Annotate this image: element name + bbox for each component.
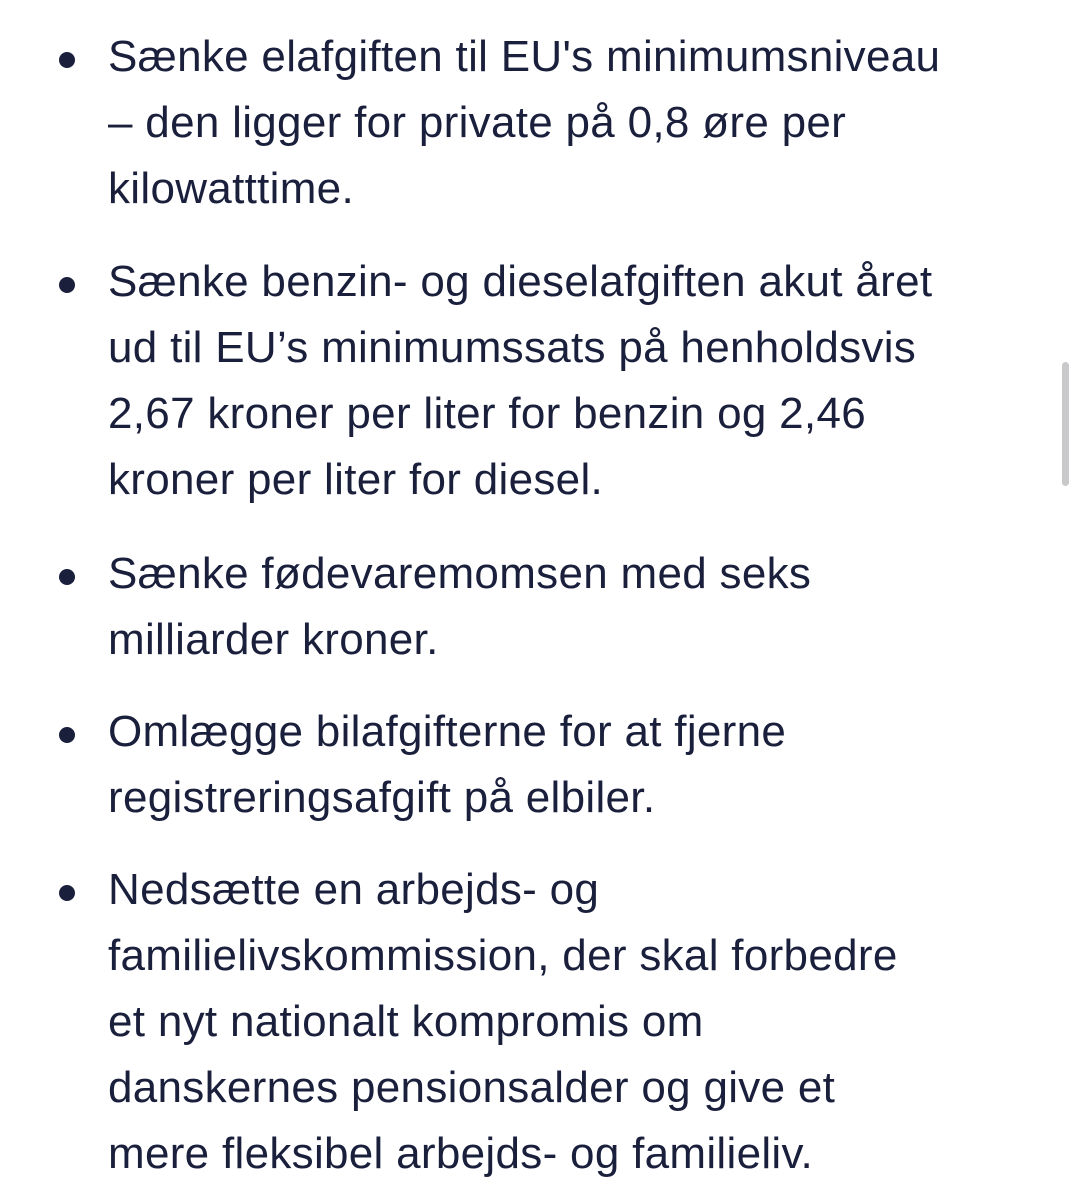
bullet-dot-icon	[59, 885, 75, 901]
bullet-dot-icon	[59, 52, 75, 68]
list-item-text: Sænke fødevaremomsen med seks milliarder kroner.	[108, 549, 812, 664]
vertical-scrollbar[interactable]	[1062, 362, 1069, 486]
list-item-text: Omlægge bilafgifterne for at fjerne registreringsafgift på elbiler.	[108, 707, 787, 822]
list-item-text: Sænke elafgiften til EU's minimumsniveau – den ligger for private på 0,8 øre per kilowatttime.	[108, 32, 941, 213]
list-item-text: Nedsætte en arbejds- og familielivskommission, der skal forbedre et nyt nationalt kompromis om danskernes pensionsalder og give et mere fleksibel arbejds- og familieliv.	[108, 865, 898, 1178]
bullet-dot-icon	[59, 569, 75, 585]
bullet-dot-icon	[59, 277, 75, 293]
bullet-dot-icon	[59, 727, 75, 743]
list-item-text: Sænke benzin- og dieselafgiften akut året ud til EU’s minimumssats på henholdsvis 2,67 kroner per liter for benzin og 2,46 kroner per liter for diesel.	[108, 257, 933, 504]
